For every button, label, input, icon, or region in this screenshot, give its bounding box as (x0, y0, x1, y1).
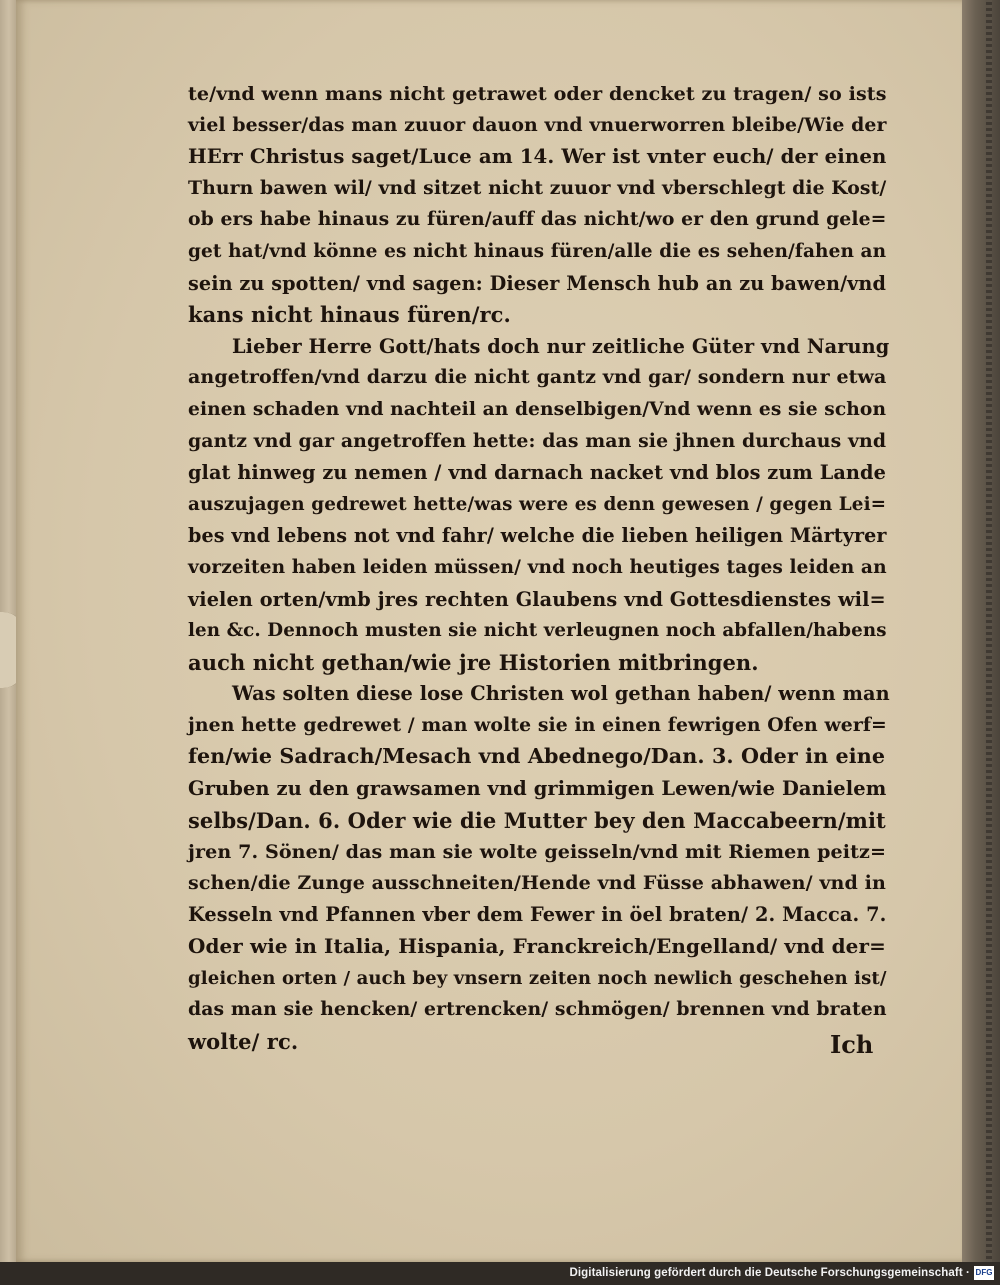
text-line: gleichen orten / auch bey vnsern zeiten noch newlich geschehen ist/ (188, 967, 887, 989)
text-line: wolte/ rc. (188, 1028, 299, 1054)
text-line: sein zu spotten/ vnd sagen: Dieser Mensch hub an zu bawen/vnd (188, 271, 886, 295)
catchword: Ich (830, 1030, 874, 1059)
text-line: HErr Christus saget/Luce am 14. Wer ist vnter euch/ der einen (188, 144, 887, 169)
text-line: Was solten diese lose Christen wol gethan haben/ wenn man (232, 682, 890, 706)
text-line: Kesseln vnd Pfannen vber dem Fewer in öel braten/ 2. Macca. 7. (188, 903, 887, 927)
text-line: das man sie hencken/ ertrencken/ schmögen/ brennen vnd braten (188, 998, 887, 1021)
text-line: vielen orten/vmb jres rechten Glaubens vnd Gottesdienstes wil= (188, 587, 886, 611)
text-line: Thurn bawen wil/ vnd sitzet nicht zuuor vnd vberschlegt die Kost/ (188, 176, 887, 199)
book-binding (962, 0, 1000, 1262)
text-line: selbs/Dan. 6. Oder wie die Mutter bey den Maccabeern/mit (188, 807, 886, 833)
text-line: Oder wie in Italia, Hispania, Franckreich/Engelland/ vnd der= (188, 934, 886, 959)
text-line: Gruben zu den grawsamen vnd grimmigen Lewen/wie Danielem (188, 777, 887, 801)
dfg-logo-icon: DFG (974, 1266, 994, 1280)
text-line: angetroffen/vnd darzu die nicht gantz vnd gar/ sondern nur etwa (188, 366, 887, 389)
binding-texture (986, 0, 992, 1262)
text-line: viel besser/das man zuuor dauon vnd vnuerworren bleibe/Wie der (188, 113, 887, 136)
text-line: get hat/vnd könne es nicht hinaus füren/alle die es sehen/fahen an (188, 240, 887, 262)
text-line: len &c. Dennoch musten sie nicht verleugnen noch abfallen/habens (188, 620, 887, 642)
text-line: jnen hette gedrewet / man wolte sie in einen fewrigen Ofen werf= (188, 713, 887, 736)
text-line: auch nicht gethan/wie jre Historien mitbringen. (188, 649, 759, 675)
text-line: jren 7. Sönen/ das man sie wolte geisseln/vnd mit Riemen peitz= (188, 840, 887, 864)
text-line: vorzeiten haben leiden müssen/ vnd noch heutiges tages leiden an (188, 556, 887, 578)
page-text (188, 78, 888, 1057)
text-line: schen/die Zunge ausschneiten/Hende vnd Füsse abhawen/ vnd in (188, 871, 886, 894)
footer-credit: Digitalisierung gefördert durch die Deutsche Forschungsgemeinschaft · (569, 1267, 970, 1279)
text-line: kans nicht hinaus füren/rc. (188, 302, 511, 328)
text-line: te/vnd wenn mans nicht getrawet oder dencket zu tragen/ so ists (188, 82, 887, 105)
text-line: glat hinweg zu nemen / vnd darnach nacket vnd blos zum Lande (188, 461, 886, 485)
text-line: fen/wie Sadrach/Mesach vnd Abednego/Dan. 3. Oder in eine (188, 744, 886, 769)
text-line: auszujagen gedrewet hette/was were es denn gewesen / gegen Lei= (188, 493, 887, 515)
text-line: Lieber Herre Gott/hats doch nur zeitliche Güter vnd Narung (232, 334, 890, 358)
text-line: bes vnd lebens not vnd fahr/ welche die lieben heiligen Märtyrer (188, 524, 887, 548)
text-line: gantz vnd gar angetroffen hette: das man sie jhnen durchaus vnd (188, 429, 887, 452)
text-line: einen schaden vnd nachteil an denselbigen/Vnd wenn es sie schon (188, 398, 887, 420)
text-line: ob ers habe hinaus zu füren/auff das nicht/wo er den grund gele= (188, 208, 887, 231)
